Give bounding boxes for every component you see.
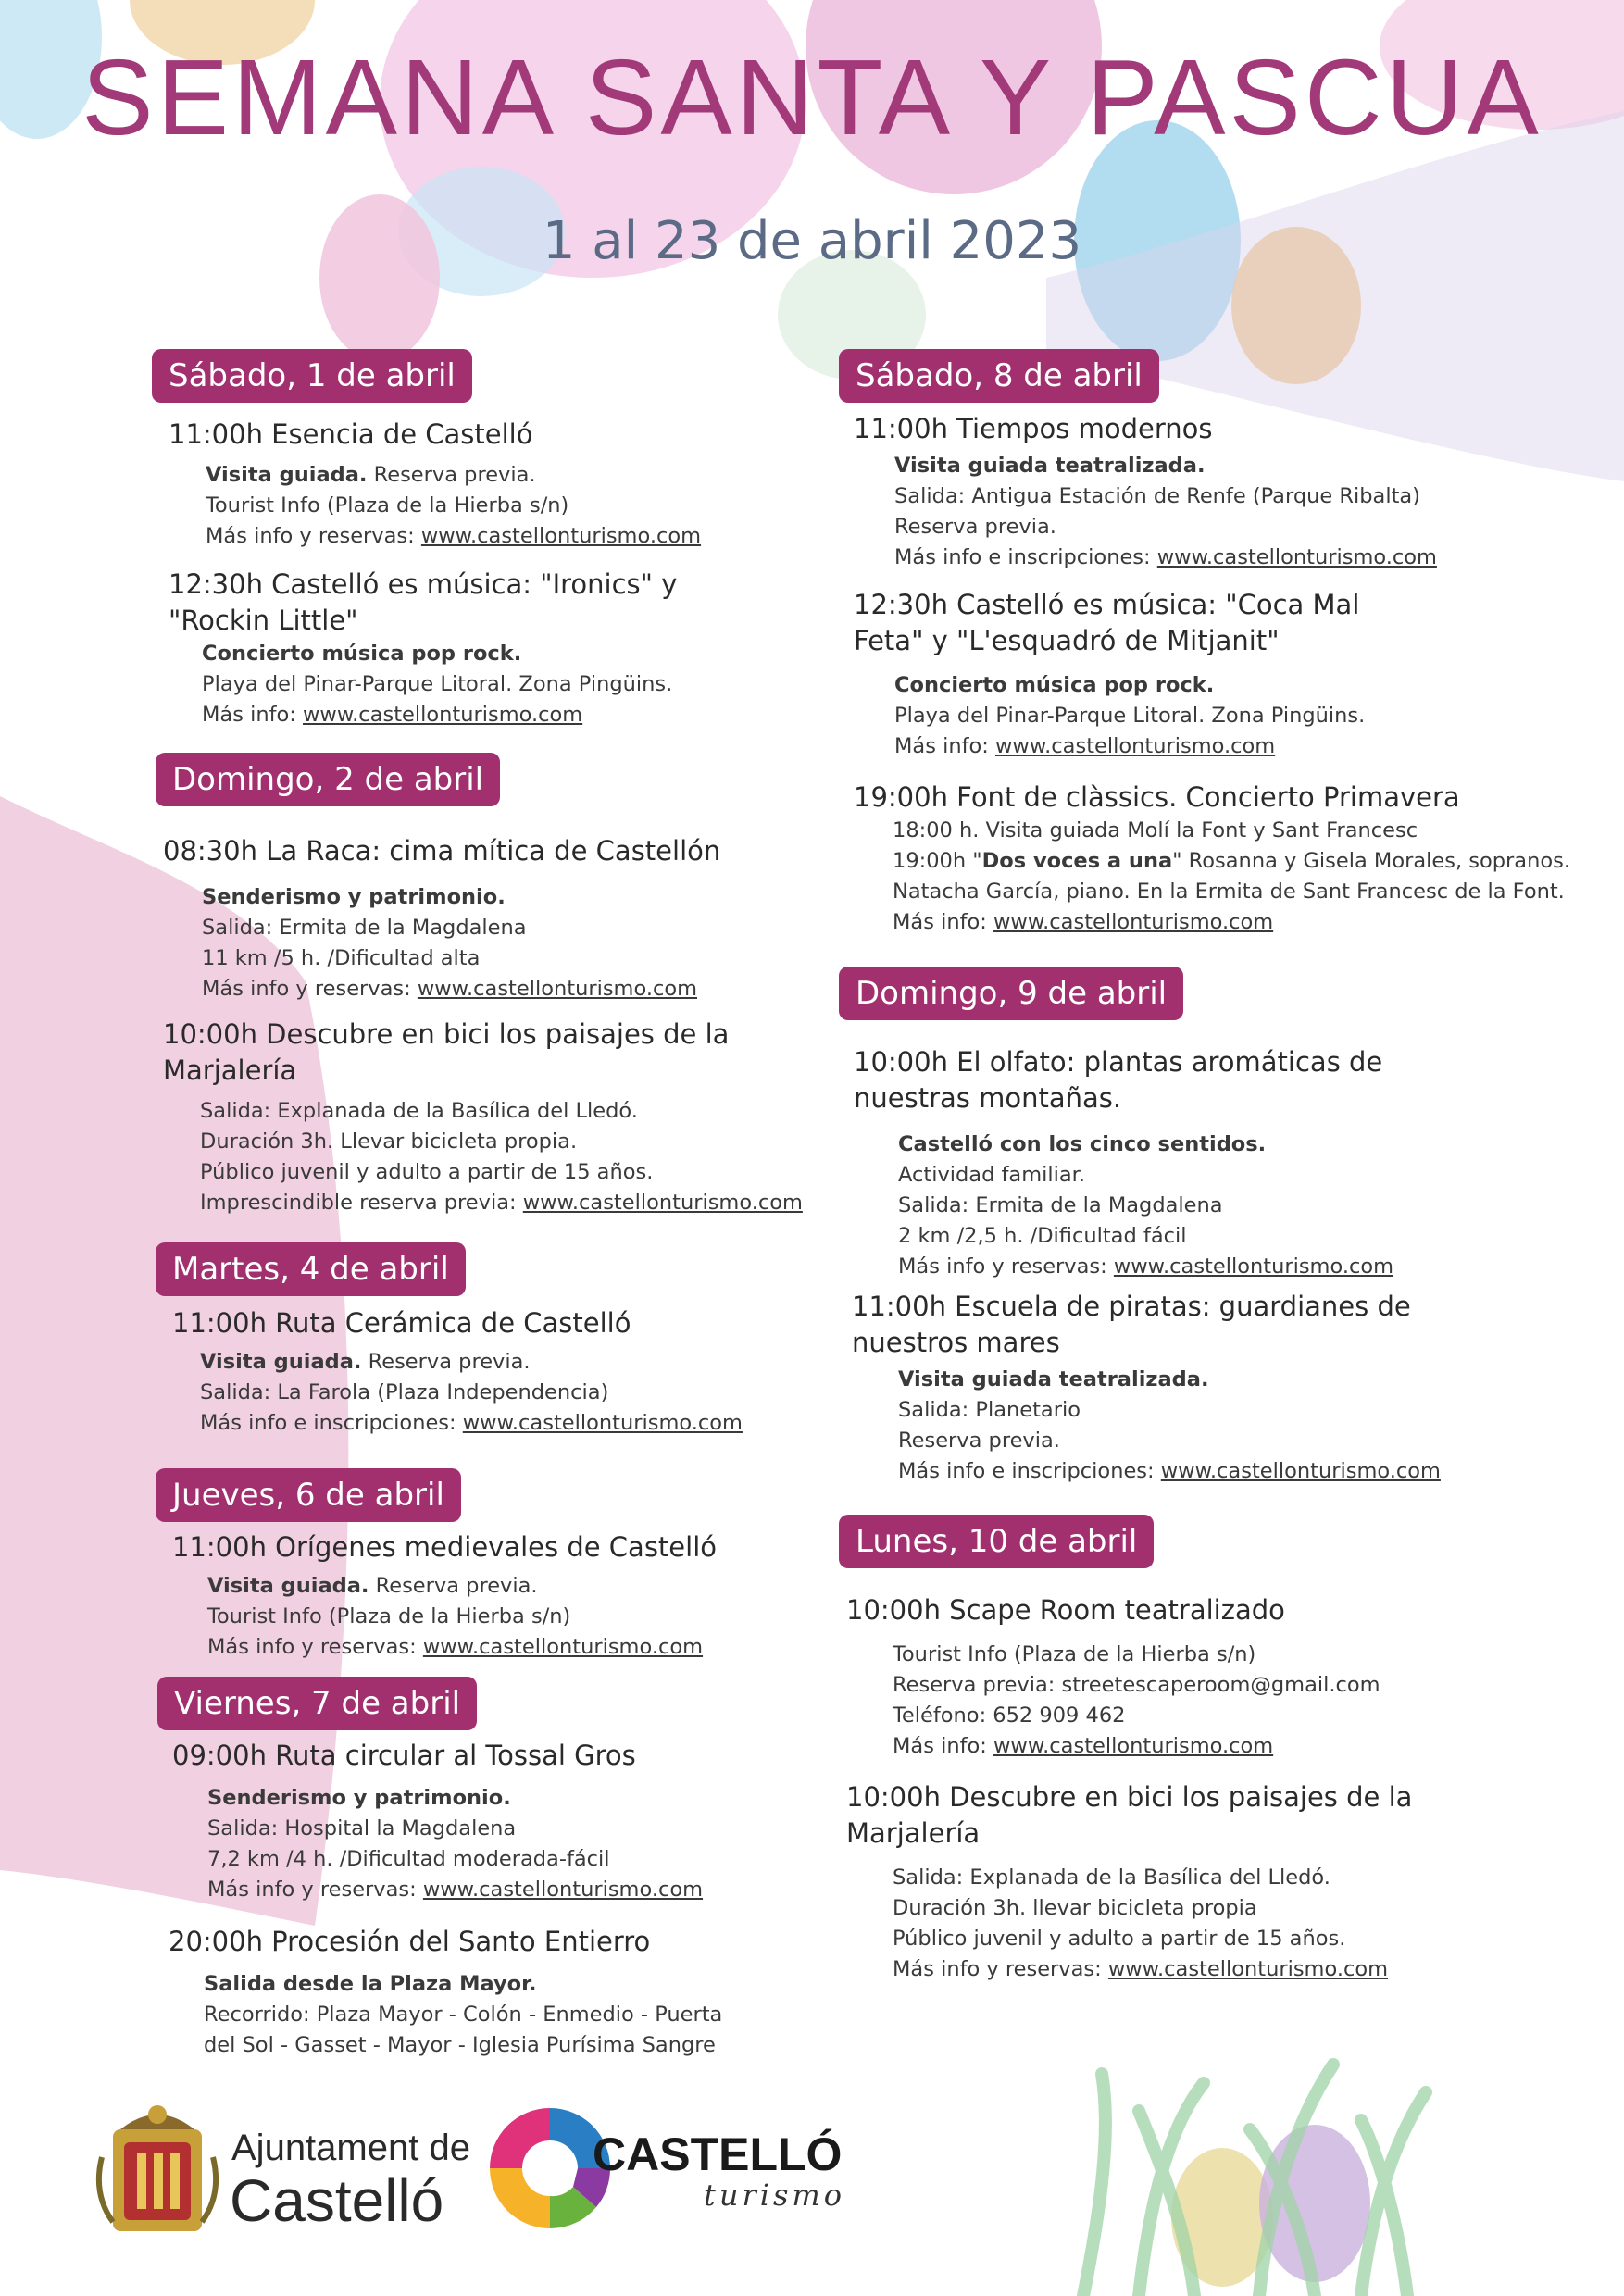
event-font-classics: 19:00h Font de clàssics. Concierto Primavera 18:00 h. Visita guiada Molí la Font y Sant Francesc 19:00h "Dos voces a una" Rosanna y Gisela Morales, sopranos. Natacha García, piano. En la Ermita de Sant Francesc de la Font. Más info: www.castellonturismo.com: [854, 780, 1594, 938]
event-title: 12:30h Castelló es música: "Ironics" y "Rockin Little": [169, 568, 678, 636]
day-badge-martes-4: Martes, 4 de abril: [156, 1242, 466, 1296]
event-esencia: 11:00h Esencia de Castelló Visita guiada. Reserva previa. Tourist Info (Plaza de la Hierba s/n) Más info y reservas: www.castellonturismo.com: [169, 417, 835, 552]
event-title: 11:00h Escuela de piratas: guardianes de nuestros mares: [852, 1291, 1411, 1358]
page-title: SEMANA SANTA Y PASCUA: [81, 37, 1543, 157]
event-tossal-gros: 09:00h Ruta circular al Tossal Gros Senderismo y patrimonio. Salida: Hospital la Magdalena 7,2 km /4 h. /Dificultad moderada-fácil Más info y reservas: www.castellonturismo.com: [172, 1738, 839, 1905]
event-title: 19:00h Font de clàssics. Concierto Primavera: [854, 781, 1460, 813]
event-castello-musica-1: 12:30h Castelló es música: "Ironics" y "Rockin Little" Concierto música pop rock. Playa del Pinar-Parque Litoral. Zona Pingüins. Más info: www.castellonturismo.com: [169, 567, 724, 730]
event-title: 09:00h Ruta circular al Tossal Gros: [172, 1740, 636, 1771]
event-la-raca: 08:30h La Raca: cima mítica de Castellón Senderismo y patrimonio. Salida: Ermita de la Magdalena 11 km /5 h. /Dificultad alta Más info y reservas: www.castellonturismo.com: [163, 833, 830, 1004]
ajuntament-logo-line2: Castelló: [230, 2167, 444, 2234]
event-title: 10:00h Descubre en bici los paisajes de la Marjalería: [846, 1781, 1413, 1849]
info-link[interactable]: www.castellonturismo.com: [417, 977, 698, 1001]
event-castello-musica-2: 12:30h Castelló es música: "Coca Mal Feta" y "L'esquadró de Mitjanit" Concierto música pop rock. Playa del Pinar-Parque Litoral. Zona Pingüins. Más info: www.castellonturismo.com: [854, 587, 1372, 762]
day-badge-jueves-6: Jueves, 6 de abril: [156, 1468, 461, 1522]
castello-turismo-sub: turismo: [704, 2177, 846, 2213]
event-bici-2: 10:00h Descubre en bici los paisajes de la Marjalería Salida: Explanada de la Basílica del Lledó. Duración 3h. llevar bicicleta propia Público juvenil y adulto a partir de 15 años. Más info y reservas: www.castellonturismo.com: [846, 1779, 1439, 1985]
info-link[interactable]: www.castellonturismo.com: [1107, 1957, 1389, 1981]
event-olfato: 10:00h El olfato: plantas aromáticas de nuestras montañas. Castelló con los cinco sentidos. Actividad familiar. Salida: Ermita de la Magdalena 2 km /2,5 h. /Dificultad fácil Más info y reservas: www.castellonturismo.com: [854, 1044, 1446, 1282]
info-link[interactable]: www.castellonturismo.com: [522, 1191, 803, 1215]
event-title: 12:30h Castelló es música: "Coca Mal Feta" y "L'esquadró de Mitjanit": [854, 589, 1360, 656]
event-title: 20:00h Procesión del Santo Entierro: [169, 1926, 651, 1957]
day-badge-domingo-9: Domingo, 9 de abril: [839, 967, 1183, 1020]
info-link[interactable]: www.castellonturismo.com: [303, 703, 583, 727]
event-bici-1: 10:00h Descubre en bici los paisajes de la Marjalería Salida: Explanada de la Basílica del Lledó. Duración 3h. Llevar bicicleta propia. Público juvenil y adulto a partir de 15 años. Imprescindible reserva previa: www.castellonturismo.com: [163, 1018, 803, 1215]
info-link[interactable]: www.castellonturismo.com: [462, 1411, 743, 1435]
event-escuela-piratas: 11:00h Escuela de piratas: guardianes de nuestros mares Visita guiada teatralizada. Salida: Planetario Reserva previa. Más info e inscripciones: www.castellonturismo.com: [852, 1289, 1444, 1487]
event-ruta-ceramica: 11:00h Ruta Cerámica de Castelló Visita guiada. Reserva previa. Salida: La Farola (Plaza Independencia) Más info e inscripciones: www.castellonturismo.com: [172, 1305, 839, 1439]
info-link[interactable]: www.castellonturismo.com: [422, 1878, 704, 1902]
info-link[interactable]: www.castellonturismo.com: [993, 1734, 1274, 1758]
day-badge-sabado-8: Sábado, 8 de abril: [839, 349, 1159, 403]
info-link[interactable]: www.castellonturismo.com: [1156, 545, 1437, 569]
page-subtitle: 1 al 23 de abril 2023: [542, 211, 1082, 271]
event-title: 08:30h La Raca: cima mítica de Castellón: [163, 835, 721, 867]
event-title: 10:00h Scape Room teatralizado: [846, 1594, 1285, 1626]
event-title: 11:00h Tiempos modernos: [854, 413, 1213, 444]
day-badge-lunes-10: Lunes, 10 de abril: [839, 1515, 1154, 1568]
event-title: 11:00h Esencia de Castelló: [169, 418, 533, 450]
info-link[interactable]: www.castellonturismo.com: [1113, 1254, 1394, 1279]
day-badge-domingo-2: Domingo, 2 de abril: [156, 753, 500, 806]
info-link[interactable]: www.castellonturismo.com: [993, 910, 1274, 934]
info-link[interactable]: www.castellonturismo.com: [1160, 1459, 1441, 1483]
ajuntament-logo-line1: Ajuntament de: [231, 2128, 470, 2168]
event-title: 11:00h Ruta Cerámica de Castelló: [172, 1307, 631, 1339]
day-badge-sabado-1: Sábado, 1 de abril: [152, 349, 472, 403]
event-origenes: 11:00h Orígenes medievales de Castelló Visita guiada. Reserva previa. Tourist Info (Plaza de la Hierba s/n) Más info y reservas: www.castellonturismo.com: [172, 1529, 839, 1663]
info-link[interactable]: www.castellonturismo.com: [995, 734, 1276, 758]
event-scape-room: 10:00h Scape Room teatralizado Tourist Info (Plaza de la Hierba s/n) Reserva previa: streetescaperoom@gmail.com Teléfono: 652 909 462 Más info: www.castellonturismo.com: [846, 1592, 1513, 1762]
event-tiempos-modernos: 11:00h Tiempos modernos Visita guiada teatralizada. Salida: Antigua Estación de Renfe (Parque Ribalta) Reserva previa. Más info e inscripciones: www.castellonturismo.com: [854, 411, 1520, 573]
info-link[interactable]: www.castellonturismo.com: [422, 1635, 704, 1659]
castello-turismo-brand: CASTELLÓ: [593, 2128, 843, 2180]
event-title: 11:00h Orígenes medievales de Castelló: [172, 1531, 718, 1563]
info-link[interactable]: www.castellonturismo.com: [420, 524, 702, 548]
event-title: 10:00h El olfato: plantas aromáticas de nuestras montañas.: [854, 1046, 1383, 1114]
event-title: 10:00h Descubre en bici los paisajes de la Marjalería: [163, 1018, 730, 1086]
day-badge-viernes-7: Viernes, 7 de abril: [157, 1677, 477, 1730]
event-procesion: 20:00h Procesión del Santo Entierro Salida desde la Plaza Mayor. Recorrido: Plaza Mayor - Colón - Enmedio - Puerta del Sol - Gasset - Mayor - Iglesia Purísima Sangre: [169, 1924, 835, 2061]
coat-of-arms-icon: [93, 2102, 222, 2250]
